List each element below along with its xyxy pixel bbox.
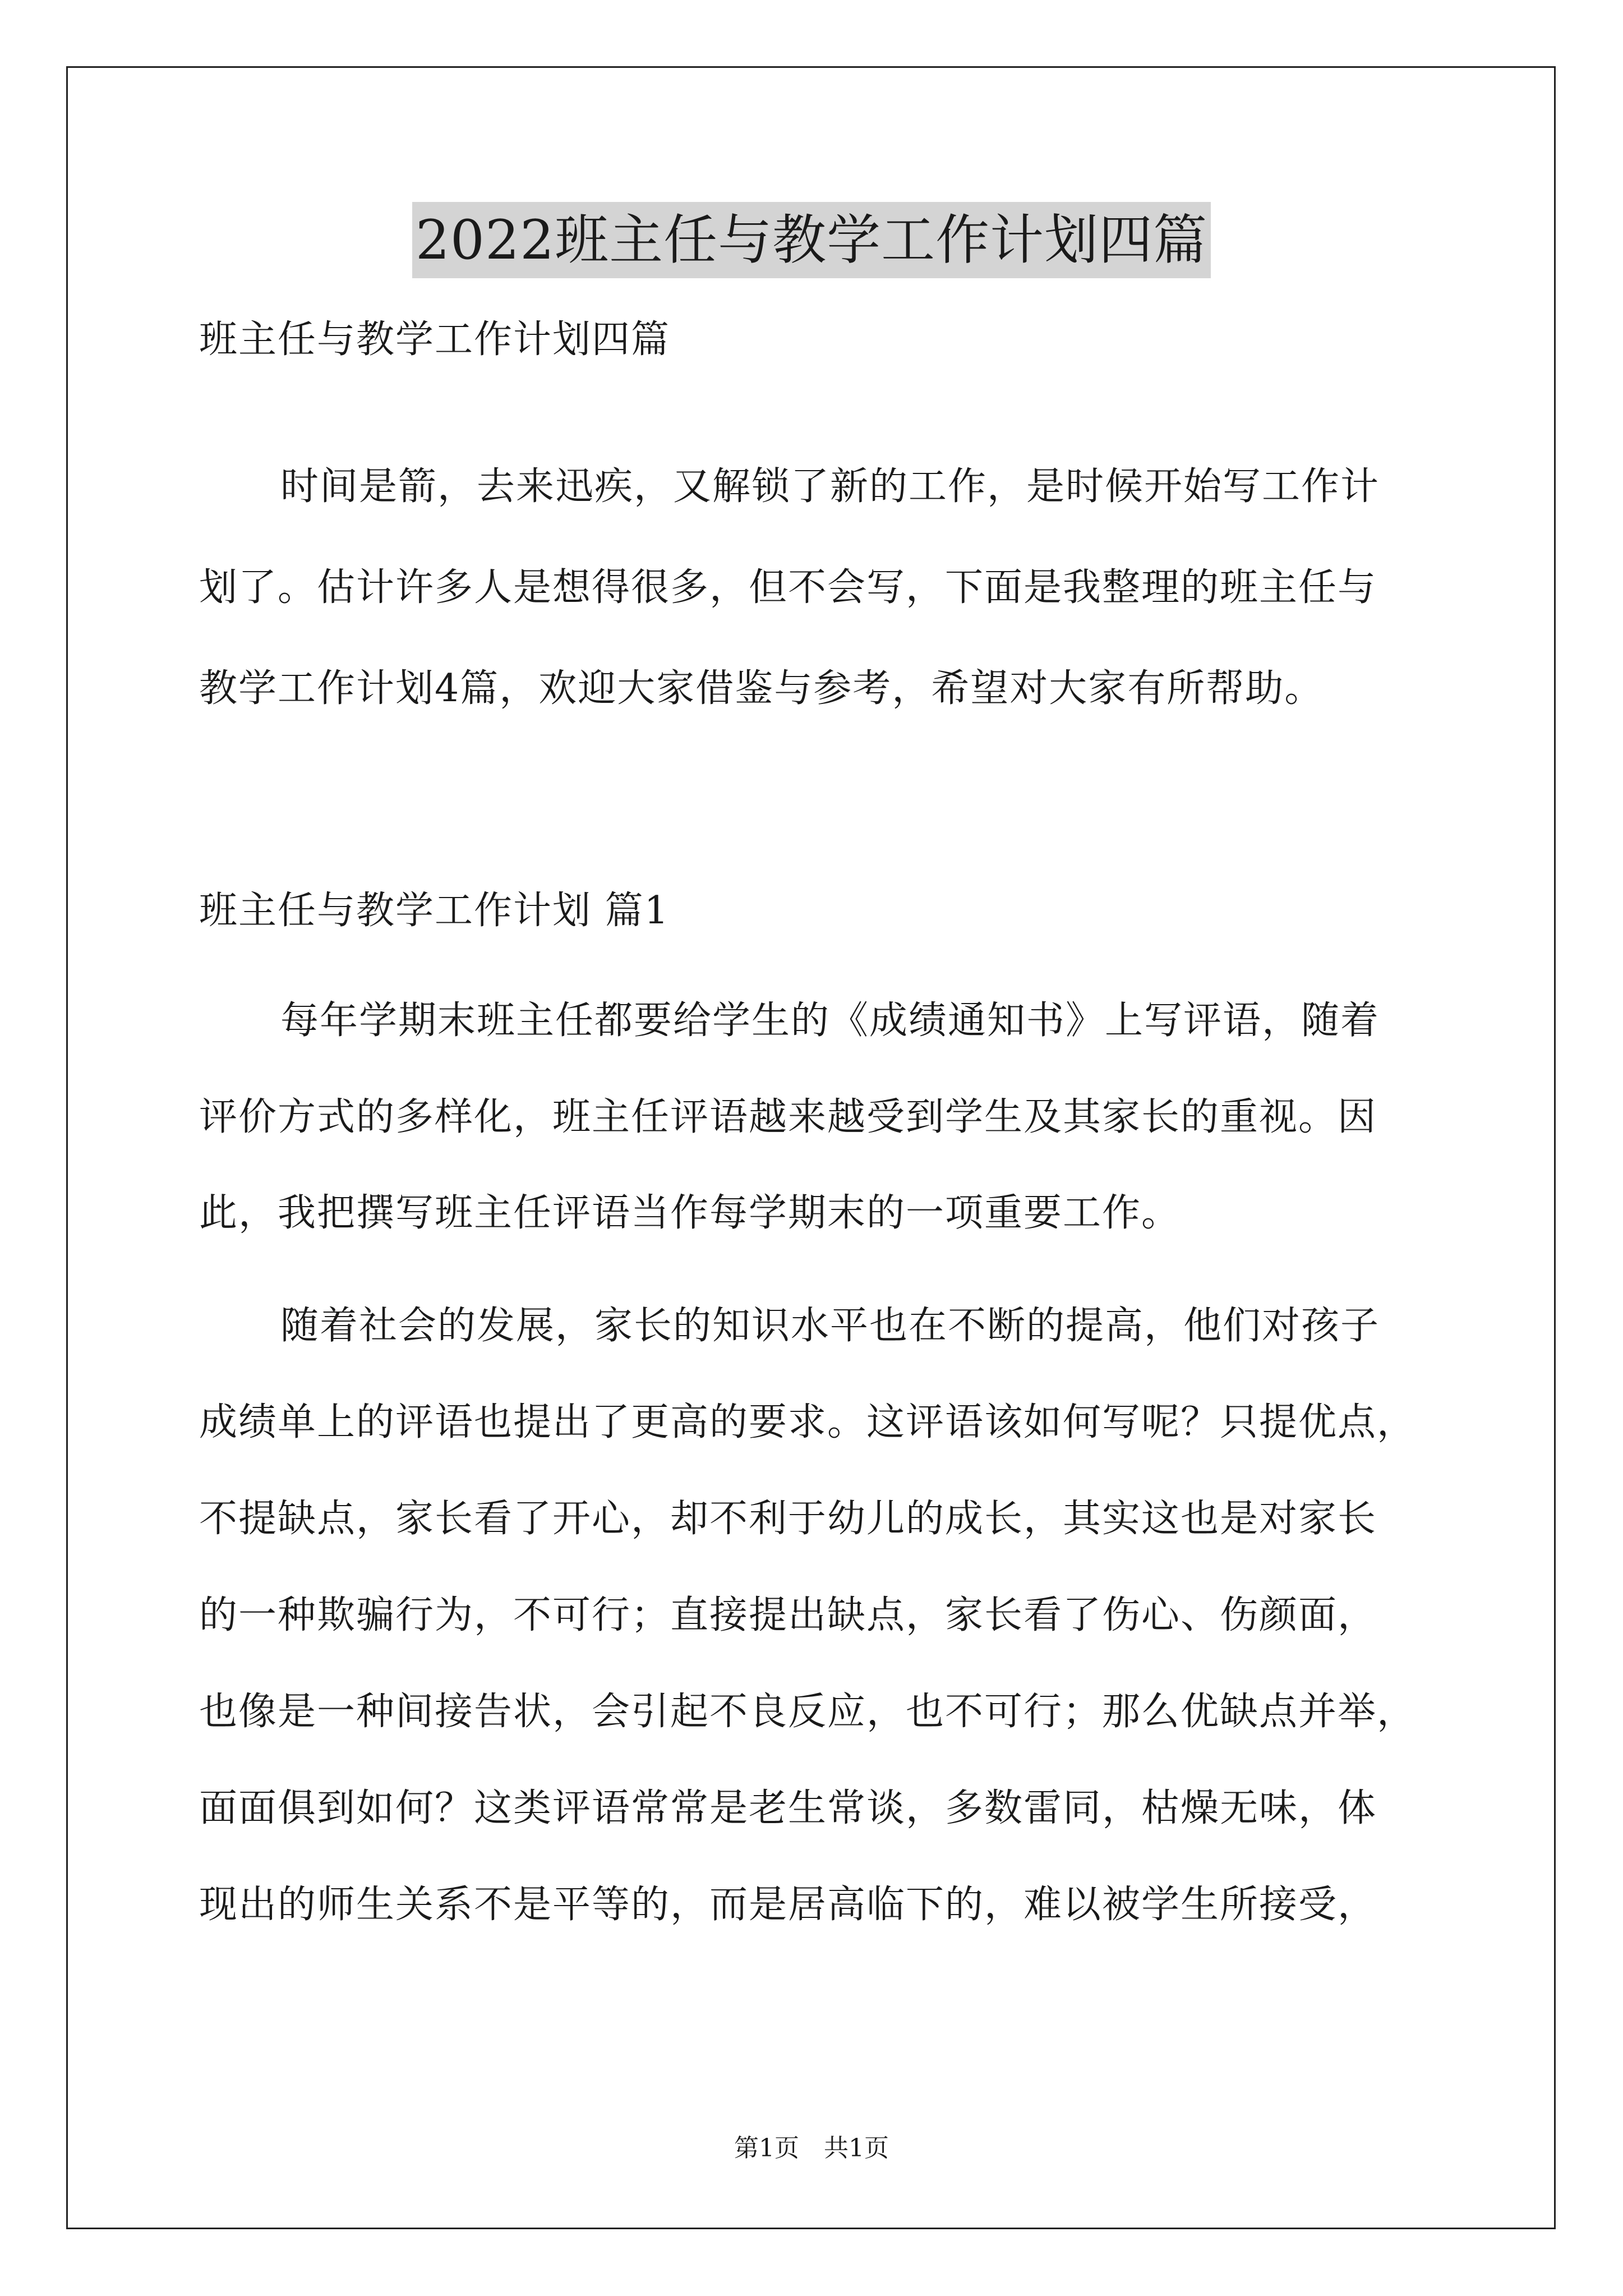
page-number-footer: 第1页 共1页	[734, 2134, 889, 2162]
paragraph-line: 面面俱到如何？这类评语常常是老生常谈，多数雷同，枯燥无味，体	[199, 1786, 1377, 1830]
paragraph-line: 也像是一种间接告状，会引起不良反应，也不可行；那么优缺点并举，	[199, 1690, 1417, 1734]
title-container	[0, 202, 1623, 278]
paragraph-line: 划了。估计许多人是想得很多，但不会写，下面是我整理的班主任与	[199, 565, 1377, 610]
paragraph-line: 成绩单上的评语也提出了更高的要求。这评语该如何写呢？只提优点，	[199, 1400, 1417, 1444]
paragraph-line: 不提缺点，家长看了开心，却不利于幼儿的成长，其实这也是对家长	[199, 1497, 1377, 1541]
paragraph-line: 现出的师生关系不是平等的，而是居高临下的，难以被学生所接受，	[199, 1883, 1377, 1927]
paragraph-line: 评价方式的多样化，班主任评语越来越受到学生及其家长的重视。因	[199, 1095, 1377, 1139]
paragraph-line: 教学工作计划4篇，欢迎大家借鉴与参考，希望对大家有所帮助。	[199, 666, 1324, 711]
subtitle-line: 班主任与教学工作计划四篇	[199, 318, 671, 362]
section-heading: 班主任与教学工作计划 篇1	[199, 889, 670, 933]
paragraph-line: 每年学期末班主任都要给学生的《成绩通知书》上写评语，随着	[280, 999, 1380, 1043]
paragraph-line: 此，我把撰写班主任评语当作每学期末的一项重要工作。	[199, 1191, 1181, 1235]
paragraph-line: 随着社会的发展，家长的知识水平也在不断的提高，他们对孩子	[280, 1304, 1380, 1348]
document-title: 2022班主任与教学工作计划四篇	[412, 202, 1211, 278]
paragraph-line: 的一种欺骗行为，不可行；直接提出缺点，家长看了伤心、伤颜面，	[199, 1593, 1377, 1637]
paragraph-line: 时间是箭，去来迅疾，又解锁了新的工作，是时候开始写工作计	[280, 464, 1380, 509]
